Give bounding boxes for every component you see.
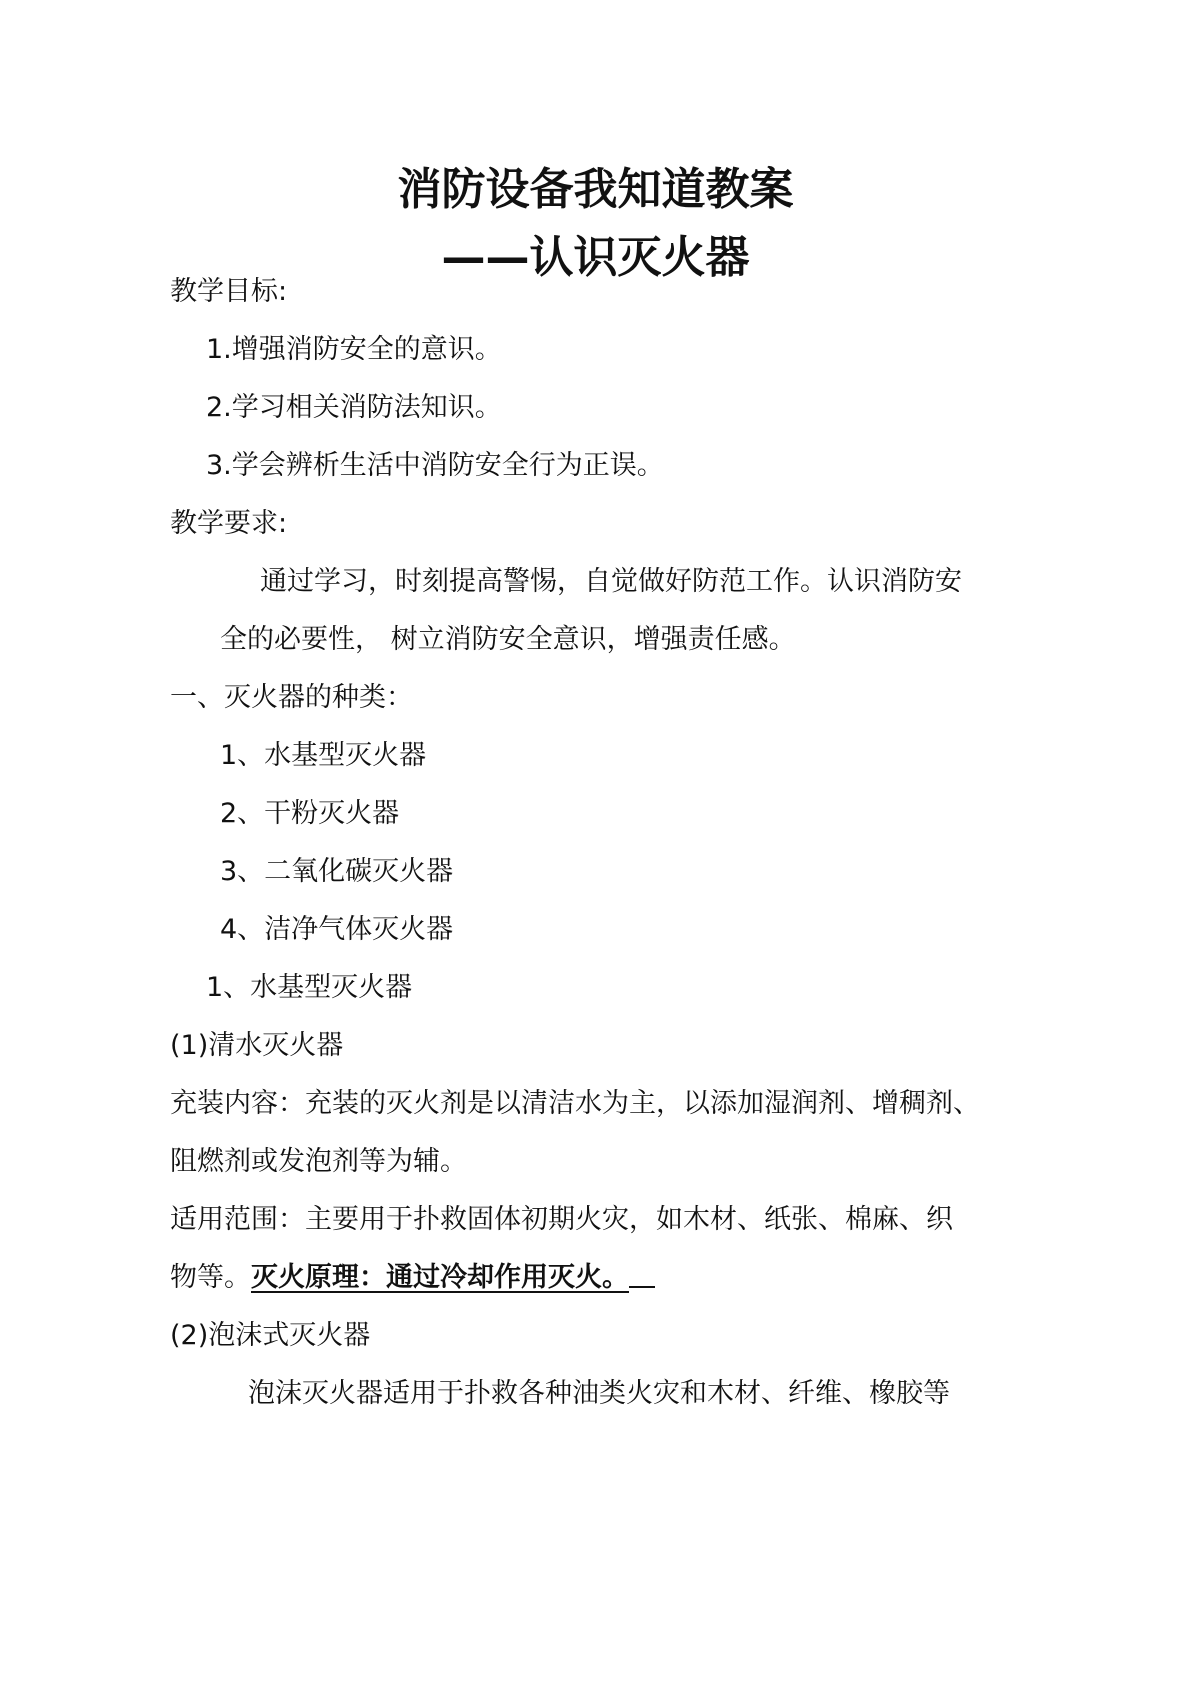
paragraph-line: 充装内容：充装的灭火剂是以清洁水为主，以添加湿润剂、增稠剂、	[170, 1088, 980, 1119]
paragraph-line: 适用范围：主要用于扑救固体初期火灾，如木材、纸张、棉麻、织	[170, 1204, 953, 1235]
type-list-item: 2、干粉灭火器	[220, 798, 400, 829]
underline-tail	[629, 1258, 655, 1288]
paragraph-text: 物等。	[170, 1262, 251, 1293]
objective-item: 3.学会辨析生活中消防安全行为正误。	[206, 450, 664, 481]
paragraph-line: 泡沫灭火器适用于扑救各种油类火灾和木材、纤维、橡胶等	[248, 1378, 950, 1409]
paragraph-line	[170, 1258, 655, 1298]
item-heading: (2)泡沫式灭火器	[170, 1320, 371, 1351]
item-heading: (1)清水灭火器	[170, 1030, 344, 1061]
subsection-heading: 1、水基型灭火器	[206, 972, 413, 1003]
requirements-paragraph-line: 通过学习，时刻提高警惕，自觉做好防范工作。认识消防安	[260, 566, 962, 597]
paragraph-line: 阻燃剂或发泡剂等为辅。	[170, 1146, 467, 1177]
objective-item: 2.学习相关消防法知识。	[206, 392, 502, 423]
section-heading: 一、灭火器的种类：	[170, 682, 413, 713]
objectives-heading: 教学目标:	[170, 276, 288, 307]
objective-item: 1.增强消防安全的意识。	[206, 334, 502, 365]
requirements-paragraph-line: 全的必要性， 树立消防安全意识，增强责任感。	[220, 624, 796, 655]
requirements-heading: 教学要求:	[170, 508, 288, 539]
document-subtitle: ——认识灭火器	[441, 232, 750, 283]
type-list-item: 4、洁净气体灭火器	[220, 914, 454, 945]
principle-emphasis: 灭火原理：通过冷却作用灭火。	[251, 1262, 629, 1293]
type-list-item: 3、二氧化碳灭火器	[220, 856, 454, 887]
document-title: 消防设备我知道教案	[397, 164, 794, 215]
type-list-item: 1、水基型灭火器	[220, 740, 427, 771]
